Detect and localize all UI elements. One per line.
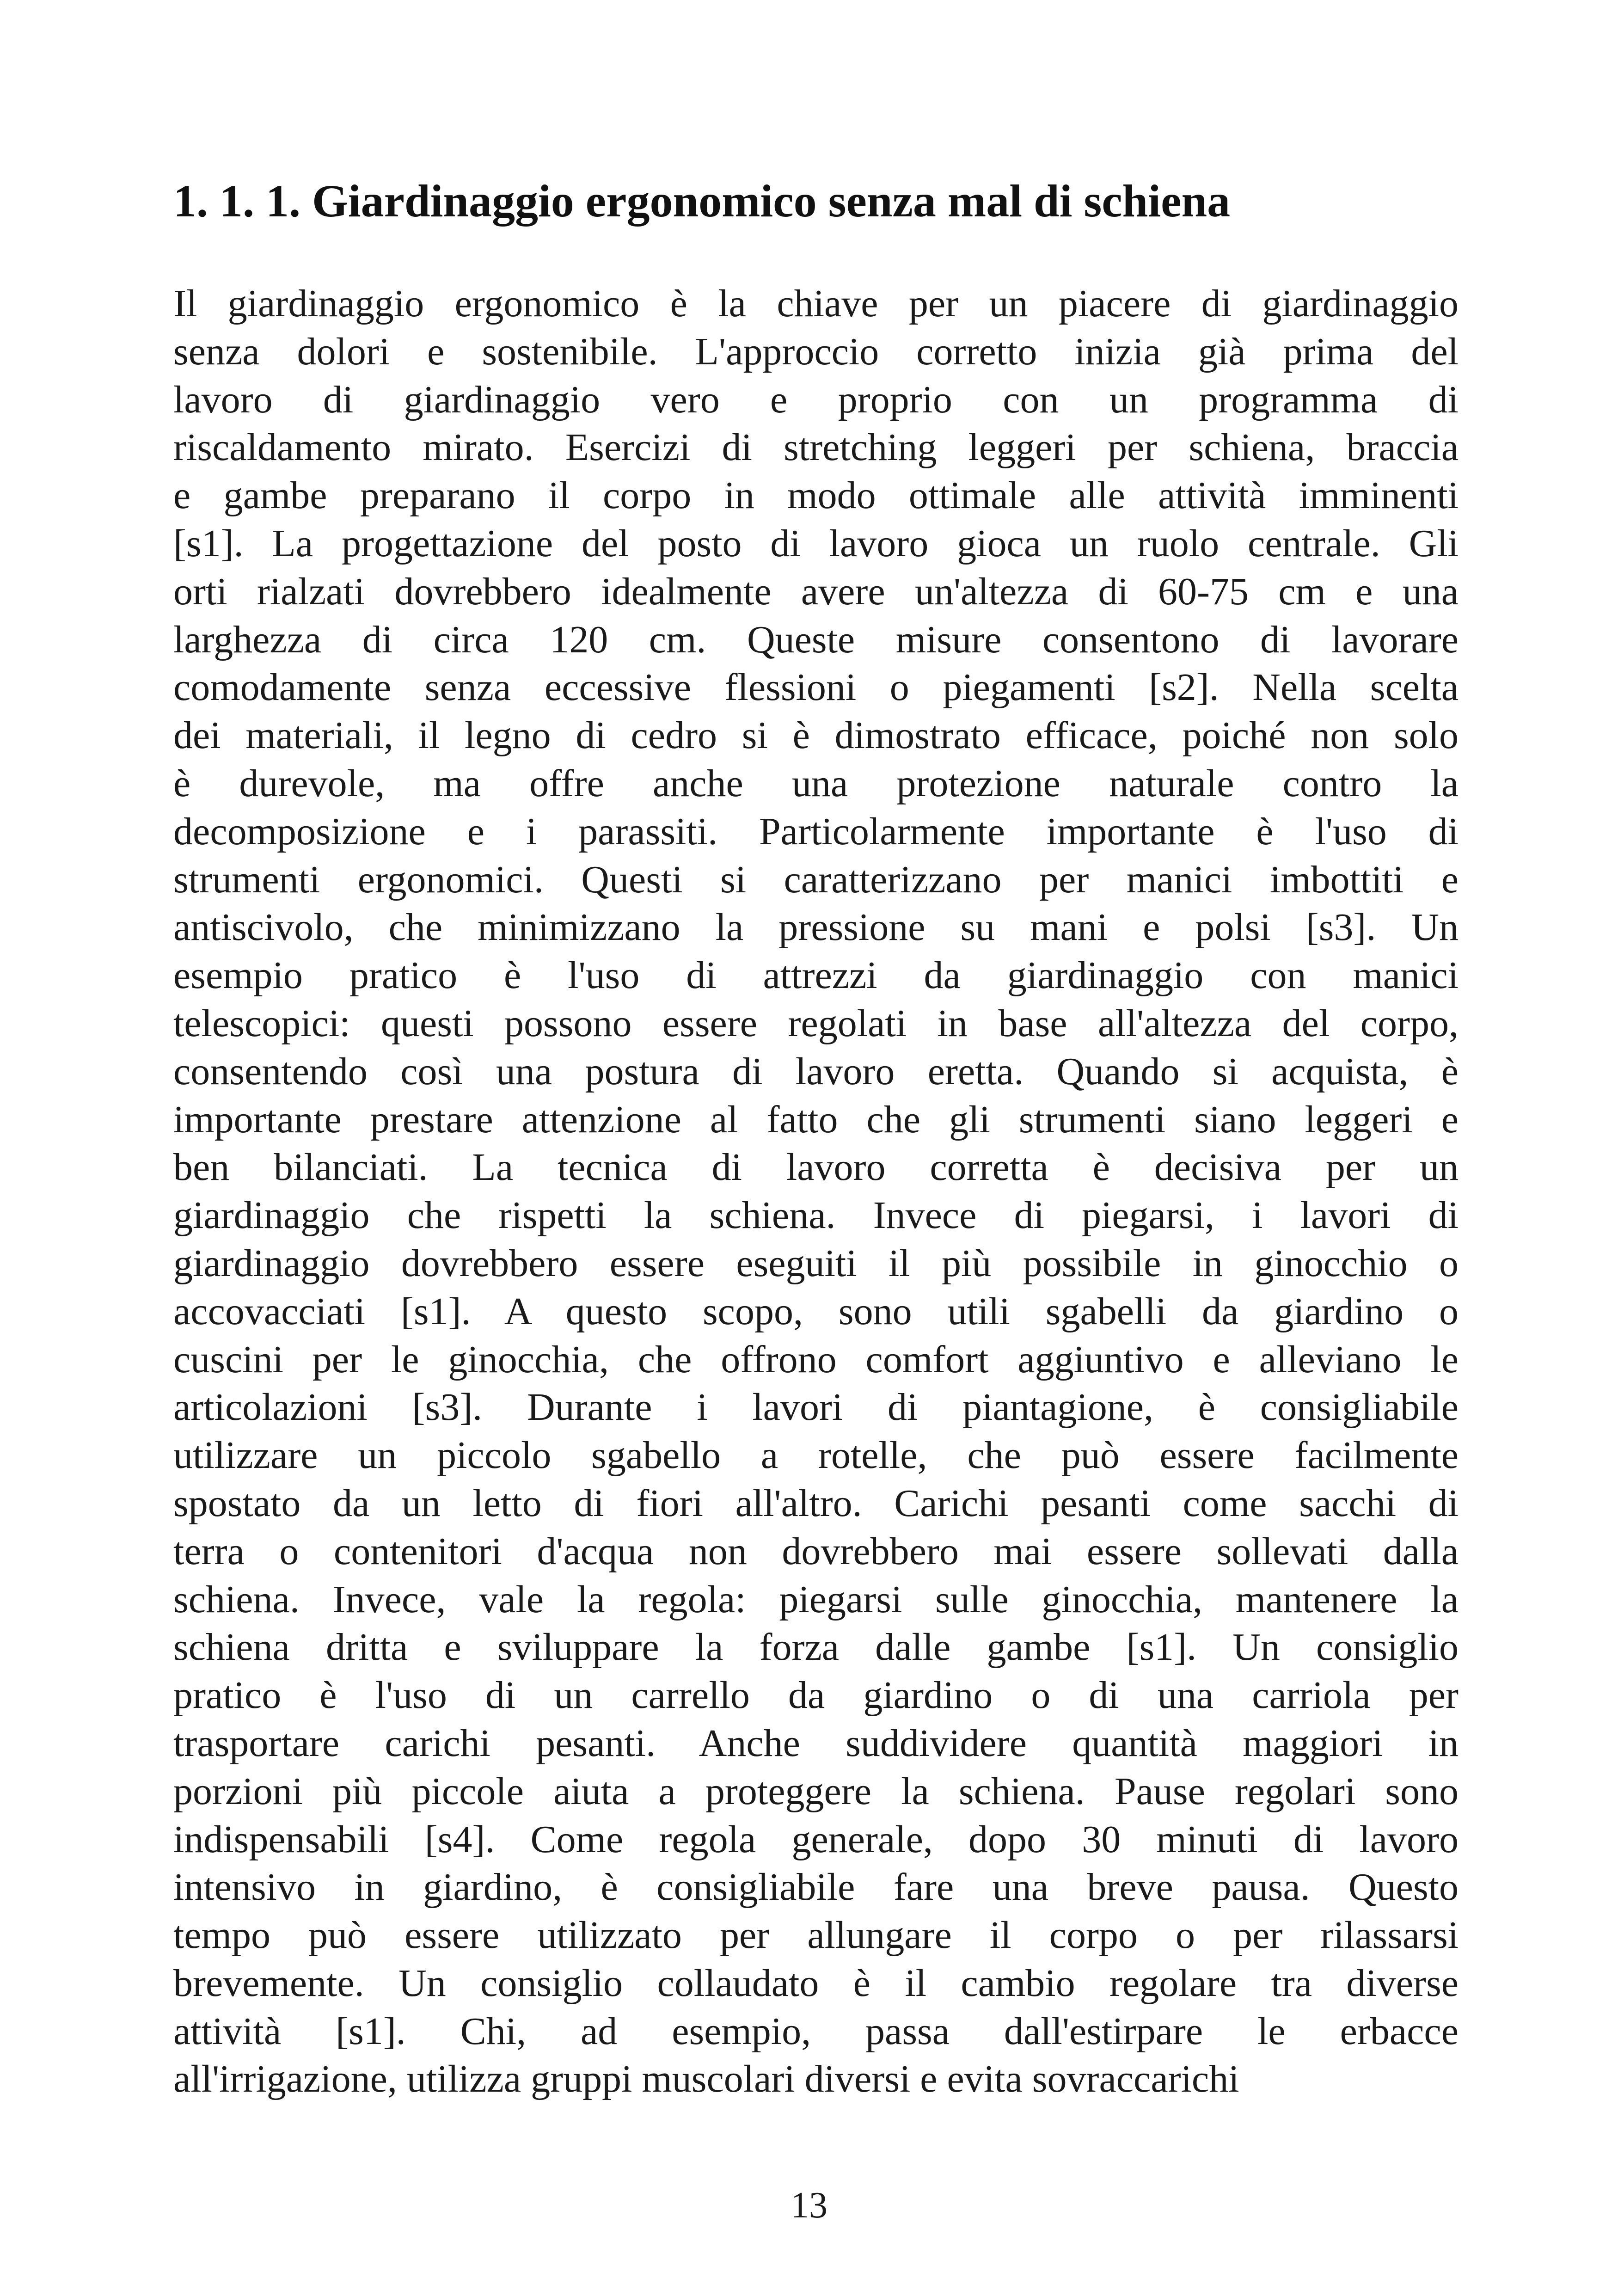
page-number: 13 [791,2185,827,2226]
text-line: pratico è l'uso di un carrello da giardino o di una carriola per [173,1674,1459,1717]
text-line: intensivo in giardino, è consigliabile fare una breve pausa. Questo [173,1866,1459,1909]
text-line: orti rialzati dovrebbero idealmente avere un'altezza di 60-75 cm e una [173,570,1459,613]
text-line: è durevole, ma offre anche una protezione naturale contro la [173,761,1459,805]
text-line: importante prestare attenzione al fatto che gli strumenti siano leggeri e [173,1098,1459,1141]
section-heading: 1. 1. 1. Giardinaggio ergonomico senza mal di schiena [173,175,1231,227]
text-line: telescopici: questi possono essere regolati in base all'altezza del corpo, [173,1001,1459,1045]
text-line: brevemente. Un consiglio collaudato è il cambio regolare tra diverse [173,1961,1459,2005]
text-line: senza dolori e sostenibile. L'approccio corretto inizia già prima del [173,330,1459,373]
text-line: esempio pratico è l'uso di attrezzi da giardinaggio con manici [173,954,1459,997]
text-line: antiscivolo, che minimizzano la pressione su mani e polsi [s3]. Un [173,906,1459,949]
text-line: dei materiali, il legno di cedro si è dimostrato efficace, poiché non solo [173,714,1459,757]
text-line: articolazioni [s3]. Durante i lavori di piantagione, è consigliabile [173,1386,1459,1429]
text-line: cuscini per le ginocchia, che offrono comfort aggiuntivo e alleviano le [173,1338,1459,1381]
text-line: ben bilanciati. La tecnica di lavoro corretta è decisiva per un [173,1146,1459,1189]
text-line: porzioni più piccole aiuta a proteggere la schiena. Pause regolari sono [173,1769,1459,1813]
text-line: terra o contenitori d'acqua non dovrebbero mai essere sollevati dalla [173,1529,1459,1573]
text-line: comodamente senza eccessive flessioni o piegamenti [s2]. Nella scelta [173,666,1459,709]
text-line: giardinaggio dovrebbero essere eseguiti il più possibile in ginocchio o [173,1241,1459,1285]
text-line: schiena. Invece, vale la regola: piegarsi sulle ginocchia, mantenere la [173,1578,1459,1621]
text-line: utilizzare un piccolo sgabello a rotelle, che può essere facilmente [173,1434,1459,1477]
text-line: larghezza di circa 120 cm. Queste misure consentono di lavorare [173,618,1459,661]
text-line: trasportare carichi pesanti. Anche suddividere quantità maggiori in [173,1721,1459,1765]
text-line: riscaldamento mirato. Esercizi di stretching leggeri per schiena, braccia [173,426,1459,469]
text-line: decomposizione e i parassiti. Particolarmente importante è l'uso di [173,810,1459,853]
text-line: schiena dritta e sviluppare la forza dalle gambe [s1]. Un consiglio [173,1626,1459,1669]
text-line: spostato da un letto di fiori all'altro. Carichi pesanti come sacchi di [173,1481,1459,1525]
text-line: all'irrigazione, utilizza gruppi muscolari diversi e evita sovraccarichi [173,2057,1239,2101]
text-line: lavoro di giardinaggio vero e proprio con un programma di [173,378,1459,421]
text-line: indispensabili [s4]. Come regola generale, dopo 30 minuti di lavoro [173,1817,1459,1861]
text-line: Il giardinaggio ergonomico è la chiave per un piacere di giardinaggio [173,282,1459,325]
text-line: giardinaggio che rispetti la schiena. Invece di piegarsi, i lavori di [173,1194,1459,1237]
text-line: consentendo così una postura di lavoro eretta. Quando si acquista, è [173,1050,1459,1093]
text-line: tempo può essere utilizzato per allungare il corpo o per rilassarsi [173,1914,1459,1957]
text-line: accovacciati [s1]. A questo scopo, sono utili sgabelli da giardino o [173,1289,1459,1333]
body-paragraph [173,280,1459,2103]
text-line: attività [s1]. Chi, ad esempio, passa dall'estirpare le erbacce [173,2009,1459,2053]
text-line: strumenti ergonomici. Questi si caratterizzano per manici imbottiti e [173,858,1459,901]
text-line: e gambe preparano il corpo in modo ottimale alle attività imminenti [173,474,1459,517]
text-line: [s1]. La progettazione del posto di lavoro gioca un ruolo centrale. Gli [173,522,1459,565]
